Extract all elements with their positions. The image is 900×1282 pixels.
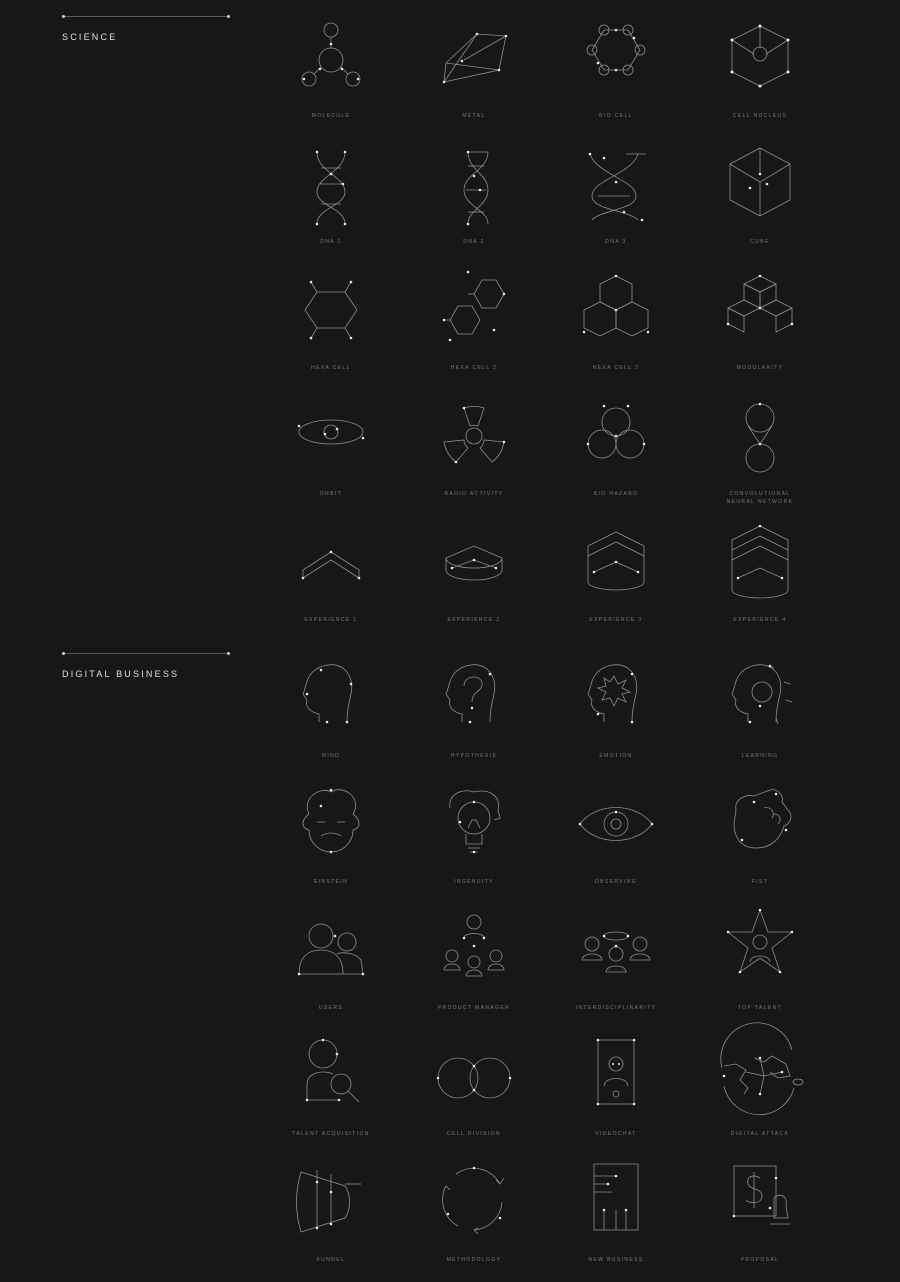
digital-attack-icon bbox=[730, 1036, 790, 1116]
icon-tile bbox=[695, 522, 825, 642]
users-icon bbox=[301, 910, 361, 990]
icon-tile bbox=[551, 1162, 681, 1282]
icon-tile bbox=[695, 144, 825, 264]
icon-label: USERS bbox=[318, 1005, 344, 1011]
cell-division-icon bbox=[444, 1036, 504, 1116]
modularity-icon bbox=[730, 270, 790, 350]
icon-label: MIND bbox=[321, 753, 341, 759]
icon-tile bbox=[266, 910, 396, 1030]
icon-tile bbox=[266, 396, 396, 516]
icon-label: INTERDISCIPLINARITY bbox=[575, 1005, 657, 1011]
convolutional-neural-network-icon bbox=[730, 396, 790, 476]
icon-tile bbox=[551, 270, 681, 390]
icon-tile bbox=[409, 1036, 539, 1156]
icon-label: DNA 3 bbox=[605, 239, 627, 245]
icon-tile bbox=[409, 1162, 539, 1282]
hypothesis-icon bbox=[444, 658, 504, 738]
molecule-icon bbox=[301, 18, 361, 98]
funnel-icon bbox=[301, 1162, 361, 1242]
cube-icon bbox=[730, 144, 790, 224]
icon-label: BIO CELL bbox=[599, 113, 633, 119]
orbit-icon bbox=[301, 396, 361, 476]
observing-icon bbox=[586, 784, 646, 864]
ingenuity-icon bbox=[444, 784, 504, 864]
icon-label: EXPERIENCE 3 bbox=[589, 617, 643, 623]
icon-label: FUNNEL bbox=[316, 1257, 346, 1263]
talent-acquisition-icon bbox=[301, 1036, 361, 1116]
icon-tile bbox=[695, 396, 825, 516]
icon-label: NEW BUSINESS bbox=[588, 1257, 644, 1263]
fist-icon bbox=[730, 784, 790, 864]
section-title: DIGITAL BUSINESS bbox=[62, 669, 180, 679]
icon-label: OBSERVING bbox=[594, 879, 638, 885]
icon-label: CELL NUCLEUS bbox=[732, 113, 788, 119]
icon-label: INGENUITY bbox=[454, 879, 494, 885]
icon-tile bbox=[695, 1036, 825, 1156]
icon-tile bbox=[266, 1036, 396, 1156]
icon-label: MODULARITY bbox=[736, 365, 784, 371]
icon-tile bbox=[695, 910, 825, 1030]
icon-label: EXPERIENCE 4 bbox=[733, 617, 787, 623]
icon-tile bbox=[409, 658, 539, 778]
icon-label: MOLECULE bbox=[311, 113, 351, 119]
icon-tile bbox=[409, 18, 539, 138]
methodology-icon bbox=[444, 1162, 504, 1242]
interdisciplinarity-icon bbox=[586, 910, 646, 990]
icon-tile bbox=[409, 144, 539, 264]
icon-label: CUBE bbox=[750, 239, 770, 245]
dna-2-icon bbox=[444, 144, 504, 224]
icon-label: METHODOLOGY bbox=[446, 1257, 502, 1263]
icon-label: VIDEOCHAT bbox=[595, 1131, 637, 1137]
icon-label: EXPERIENCE 1 bbox=[304, 617, 358, 623]
icon-tile bbox=[551, 396, 681, 516]
learning-icon bbox=[730, 658, 790, 738]
videochat-icon bbox=[586, 1036, 646, 1116]
icon-label: HEXA CELL bbox=[311, 365, 351, 371]
icon-label: PRODUCT MANAGER bbox=[437, 1005, 511, 1011]
hexa-cell-icon bbox=[301, 270, 361, 350]
icon-tile bbox=[409, 910, 539, 1030]
icon-label: DNA 1 bbox=[320, 239, 342, 245]
icon-tile bbox=[409, 270, 539, 390]
icon-tile bbox=[409, 396, 539, 516]
icon-label: DNA 2 bbox=[463, 239, 485, 245]
section-divider bbox=[62, 653, 230, 654]
icon-tile bbox=[551, 784, 681, 904]
proposal-icon bbox=[730, 1162, 790, 1242]
icon-tile bbox=[551, 18, 681, 138]
icon-label: RADIO ACTIVITY bbox=[444, 491, 504, 497]
icon-label: HEXA CELL 2 bbox=[450, 365, 498, 371]
experience-3-icon bbox=[586, 522, 646, 602]
icon-tile bbox=[551, 658, 681, 778]
icon-tile bbox=[695, 270, 825, 390]
icon-label: FIST bbox=[751, 879, 769, 885]
icon-label: METAL bbox=[462, 113, 486, 119]
icon-label: CELL DIVISION bbox=[447, 1131, 501, 1137]
mind-icon bbox=[301, 658, 361, 738]
icon-label: TOP TALENT bbox=[737, 1005, 783, 1011]
product-manager-icon bbox=[444, 910, 504, 990]
icon-label: HEXA CELL 3 bbox=[592, 365, 640, 371]
icon-tile bbox=[551, 144, 681, 264]
metal-icon bbox=[444, 18, 504, 98]
icon-tile bbox=[695, 784, 825, 904]
einstein-icon bbox=[301, 784, 361, 864]
icon-label: ORBIT bbox=[319, 491, 343, 497]
cell-nucleus-icon bbox=[730, 18, 790, 98]
icon-label: HYPOTHESIS bbox=[450, 753, 498, 759]
icon-tile bbox=[551, 1036, 681, 1156]
icon-tile bbox=[695, 1162, 825, 1282]
icon-label: DIGITAL ATTACK bbox=[730, 1131, 790, 1137]
icon-label: PROPOSAL bbox=[740, 1257, 780, 1263]
icon-tile bbox=[266, 1162, 396, 1282]
icon-label: EINSTEIN bbox=[313, 879, 349, 885]
new-business-icon bbox=[586, 1162, 646, 1242]
icon-label: LEARNING bbox=[741, 753, 779, 759]
icon-tile bbox=[266, 18, 396, 138]
icon-tile bbox=[409, 784, 539, 904]
icon-tile bbox=[266, 658, 396, 778]
icon-tile bbox=[266, 144, 396, 264]
icon-tile bbox=[409, 522, 539, 642]
dna-1-icon bbox=[301, 144, 361, 224]
emotion-icon bbox=[586, 658, 646, 738]
icon-label: CONVOLUTIONAL NEURAL NETWORK bbox=[726, 491, 794, 505]
icon-tile bbox=[266, 270, 396, 390]
section-title: SCIENCE bbox=[62, 32, 118, 42]
section-divider bbox=[62, 16, 230, 17]
top-talent-icon bbox=[730, 910, 790, 990]
icon-tile bbox=[551, 910, 681, 1030]
icon-tile bbox=[695, 658, 825, 778]
icon-tile bbox=[695, 18, 825, 138]
experience-1-icon bbox=[301, 522, 361, 602]
icon-label: EMOTION bbox=[599, 753, 633, 759]
hexa-cell-2-icon bbox=[444, 270, 504, 350]
icon-label: BIO HAZARD bbox=[593, 491, 639, 497]
icon-tile bbox=[551, 522, 681, 642]
biohazard-icon bbox=[586, 396, 646, 476]
experience-2-icon bbox=[444, 522, 504, 602]
icon-tile bbox=[266, 784, 396, 904]
hexa-cell-3-icon bbox=[586, 270, 646, 350]
icon-label: EXPERIENCE 2 bbox=[447, 617, 501, 623]
dna-3-icon bbox=[586, 144, 646, 224]
experience-4-icon bbox=[730, 522, 790, 602]
radioactivity-icon bbox=[444, 396, 504, 476]
bio-cell-icon bbox=[586, 18, 646, 98]
icon-label: TALENT ACQUISITION bbox=[292, 1131, 370, 1137]
icon-tile bbox=[266, 522, 396, 642]
